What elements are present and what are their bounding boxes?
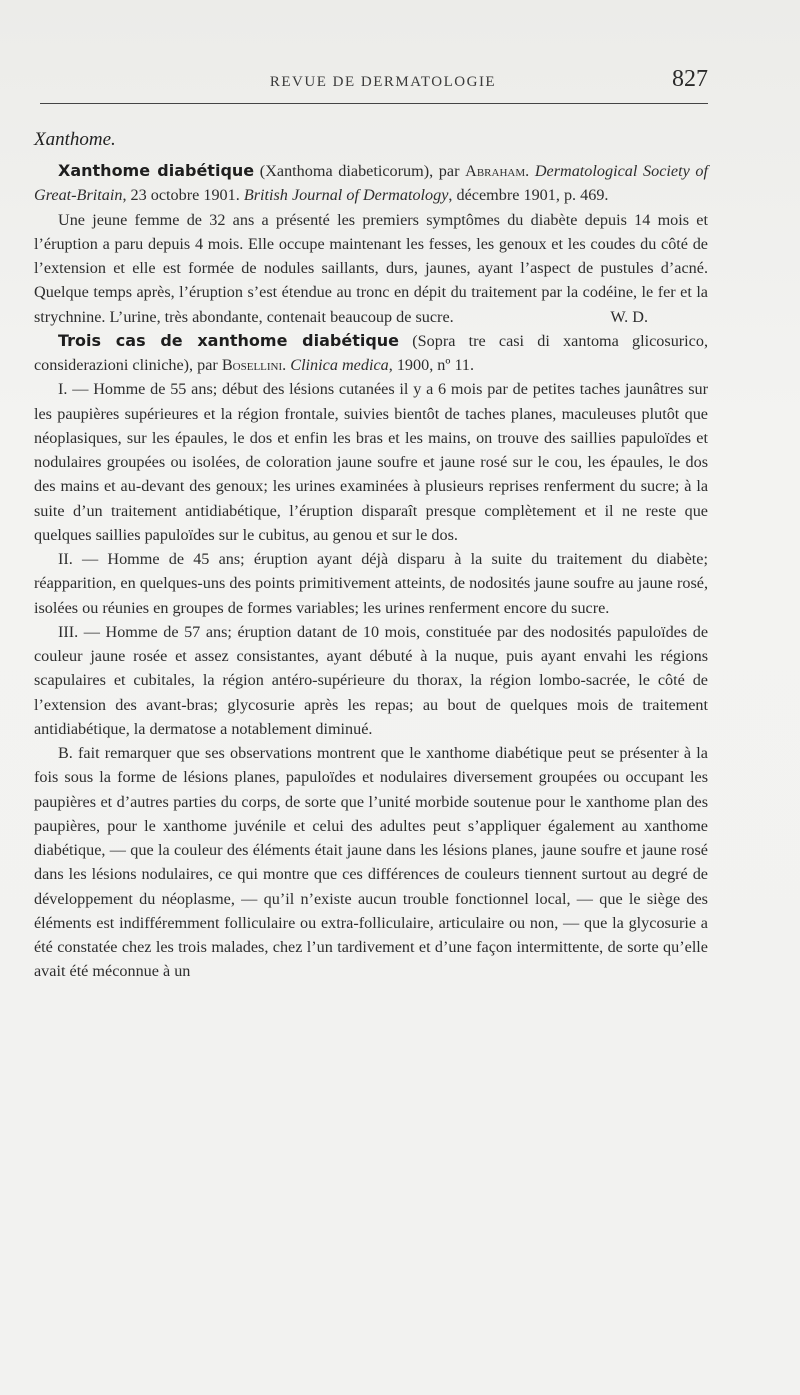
- article-paragraph: [34, 208, 708, 329]
- author-name: Bosellini: [221, 356, 283, 374]
- header-rule: [40, 103, 708, 104]
- reference-text: , 1900, nº 11.: [388, 356, 475, 374]
- reference-text: .: [525, 162, 535, 180]
- case-paragraph-1: I. — Homme de 55 ans; début des lésions cutanées il y a 6 mois par de petites taches jaunâtres sur les paupières supérieures et la région frontale, suivies bientôt de taches planes, maculeuses plutôt que néoplasiques, sur les épaules, le dos et enfin les bras et les mains, on trouve des saillies papuloïdes et nodulaires groupées ou isolées, de coloration jaune soufre et jaune rosé sur le cou, les épaules, le dos des mains et au-devant des genoux; les urines examinées à plusieurs reprises renferment du sucre; à la suite d’un traitement antidiabétique, l’éruption disparaît presque complètement et il ne reste que quelques saillies papuloïdes sur le cubitus, au genou et sur le dos.: [34, 380, 708, 544]
- conclusion-paragraph: B. fait remarquer que ses observations montrent que le xanthome diabétique peut se présenter à la fois sous la forme de lésions planes, papuloïdes et nodulaires diversement groupées ou occupant les paupières et d’autres parties du corps, de sorte que l’unité morbide soutenue pour le xanthome plan des paupières, pour le xanthome juvénile et celui des adultes peut s’appliquer également au xanthome diabétique, — que la couleur des éléments était jaune dans les lésions planes, jaune soufre et jaune rosé dans les lésions nodulaires, ce qui montre que ces différences de couleurs tiennent surtout au degré de développement du néoplasme, — qu’il n’existe aucun trouble fonctionnel local, — que le siège des éléments est indifféremment folliculaire ou extra-folliculaire, articulaire ou non, — que la glycosurie a été constatée chez les trois malades, chez l’un tardivement et d’une façon intermittente, de sorte qu’elle avait été méconnue à un: [34, 744, 708, 981]
- author-signature: W. D.: [610, 307, 648, 326]
- running-title: REVUE DE DERMATOLOGIE: [269, 74, 497, 90]
- reference-text: (Sopra tre casi di xantoma glicosurico, considerazioni cliniche), par: [34, 331, 708, 374]
- journal-name: Clinica medica: [290, 356, 389, 374]
- case-paragraph-2: II. — Homme de 45 ans; éruption ayant déjà disparu à la suite du traitement du diabète; réapparition, en quelques-uns des points primitivement atteints, de nodosités jaune soufre au jaune rosé, isolées ou réunies en groupes de formes variables; les urines renferment encore du sucre.: [34, 550, 708, 617]
- reference-text: , décembre 1901, p. 469.: [448, 186, 609, 205]
- reference-text: , 23 octobre 1901.: [122, 186, 244, 205]
- article-title: Trois cas de xanthome diabétique: [58, 330, 400, 350]
- section-title: Xanthome.: [34, 129, 116, 150]
- page-number: 827: [672, 66, 708, 92]
- article-xanthome-diabetique: [34, 159, 708, 329]
- article-title: Xanthome diabétique: [58, 161, 255, 180]
- author-name: Abraham: [465, 162, 526, 180]
- page-header: [58, 64, 708, 98]
- page-body: [34, 126, 708, 984]
- paragraph-text: Une jeune femme de 32 ans a présenté les premiers symptômes du diabète depuis 14 mois et l’éruption a paru depuis 4 mois. Elle occupe maintenant les fesses, les genoux et les coudes du côté de l’extension et elle est formée de nodules saillants, durs, jaunes, ayant l’aspect de pustules d’acné. Quelque temps après, l’éruption s’est étendue au tronc en dépit du traitement par la codéine, le fer et la strychnine. L’urine, très abondante, contenait beaucoup de sucre.: [34, 210, 708, 326]
- article-trois-cas: [34, 329, 708, 984]
- journal-name: Dermatological Society of Great-Britain: [34, 162, 709, 205]
- article-heading: [34, 329, 708, 378]
- reference-text: (Xanthoma diabeticorum), par: [254, 162, 466, 180]
- reference-text: .: [282, 356, 291, 374]
- case-paragraph-3: III. — Homme de 57 ans; éruption datant de 10 mois, constituée par des nodosités papuloïdes de couleur jaune rosée et assez consistantes, ayant débuté à la nuque, puis ayant envahi les régions scapulaires et cubitales, la région antéro-supérieure du thorax, la région lombo-sacrée, le côté de l’extension des avant-bras; glycosurie après les repas; au bout de quelques mois de traitement antidiabétique, la dermatose a notablement diminué.: [34, 622, 708, 738]
- journal-name: British Journal of Dermatology: [243, 186, 449, 205]
- article-heading: [34, 159, 708, 208]
